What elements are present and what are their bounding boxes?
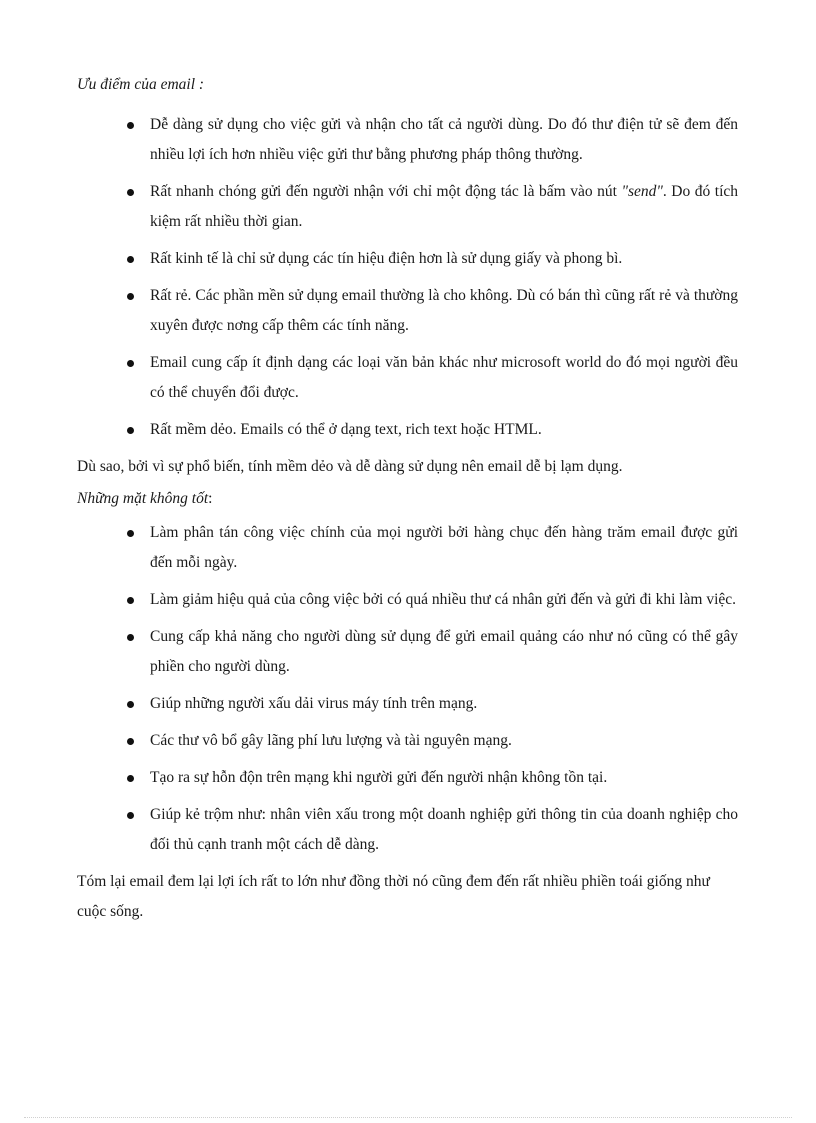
- conclusion-paragraph: Tóm lại email đem lại lợi ích rất to lớn như đồng thời nó cũng đem đến rất nhiều phiền toái giống như cuộc sống.: [77, 873, 710, 920]
- disadvantages-list: [77, 518, 738, 860]
- bullet-icon: [127, 293, 134, 300]
- bullet-icon: [127, 256, 134, 263]
- bullet-icon: [127, 597, 134, 604]
- send-emphasis: "send": [621, 183, 663, 200]
- list-item: Rất rẻ. Các phần mền sử dụng email thường là cho không. Dù có bán thì cũng rất rẻ và thường xuyên được nơng cấp thêm các tính năng.: [77, 281, 738, 341]
- list-item: Giúp những người xấu dải virus máy tính trên mạng.: [77, 689, 738, 719]
- bullet-icon: [127, 738, 134, 745]
- bullet-icon: [127, 775, 134, 782]
- page-bottom-divider: [24, 1117, 792, 1118]
- transition-paragraph: Dù sao, bởi vì sự phổ biến, tính mềm dẻo và dễ dàng sử dụng nên email dễ bị lạm dụng.: [77, 458, 623, 475]
- list-item: Email cung cấp ít định dạng các loại văn bản khác như microsoft world do đó mọi người đều có thể chuyển đổi được.: [77, 348, 738, 408]
- list-item: Cung cấp khả năng cho người dùng sử dụng để gửi email quảng cáo như nó cũng có thể gây phiền cho người dùng.: [77, 622, 738, 682]
- list-item: Giúp kẻ trộm như: nhân viên xấu trong một doanh nghiệp gửi thông tin của doanh nghiệp cho đối thủ cạnh tranh một cách dễ dàng.: [77, 800, 738, 860]
- bullet-icon: [127, 122, 134, 129]
- disadvantages-heading: Những mặt không tốt:: [77, 490, 213, 507]
- advantages-list: [77, 110, 738, 445]
- list-item: Làm phân tán công việc chính của mọi người bởi hàng chục đến hàng trăm email được gửi đến mỗi ngày.: [77, 518, 738, 578]
- advantages-heading-text: Ưu điểm của email :: [77, 76, 205, 93]
- list-item: Làm giảm hiệu quả của công việc bởi có quá nhiều thư cá nhân gửi đến và gửi đi khi làm việc.: [77, 585, 738, 615]
- bullet-icon: [127, 360, 134, 367]
- bullet-icon: [127, 189, 134, 196]
- bullet-icon: [127, 812, 134, 819]
- bullet-icon: [127, 530, 134, 537]
- bullet-icon: [127, 427, 134, 434]
- advantages-heading: [77, 74, 738, 96]
- list-item: Rất kinh tế là chỉ sử dụng các tín hiệu điện hơn là sử dụng giấy và phong bì.: [77, 244, 738, 274]
- list-item: Rất nhanh chóng gửi đến người nhận với chỉ một động tác là bấm vào nút "send". Do đó tích kiệm rất nhiều thời gian.: [77, 177, 738, 237]
- bullet-icon: [127, 701, 134, 708]
- document-page: [77, 74, 738, 927]
- list-item: Tạo ra sự hỗn độn trên mạng khi người gửi đến người nhận không tồn tại.: [77, 763, 738, 793]
- list-item: Dễ dàng sử dụng cho việc gửi và nhận cho tất cả người dùng. Do đó thư điện tử sẽ đem đến nhiều lợi ích hơn nhiều việc gửi thư bằng phương pháp thông thường.: [77, 110, 738, 170]
- bullet-icon: [127, 634, 134, 641]
- list-item: Các thư vô bổ gây lãng phí lưu lượng và tài nguyên mạng.: [77, 726, 738, 756]
- list-item: Rất mềm dẻo. Emails có thể ở dạng text, rich text hoặc HTML.: [77, 415, 738, 445]
